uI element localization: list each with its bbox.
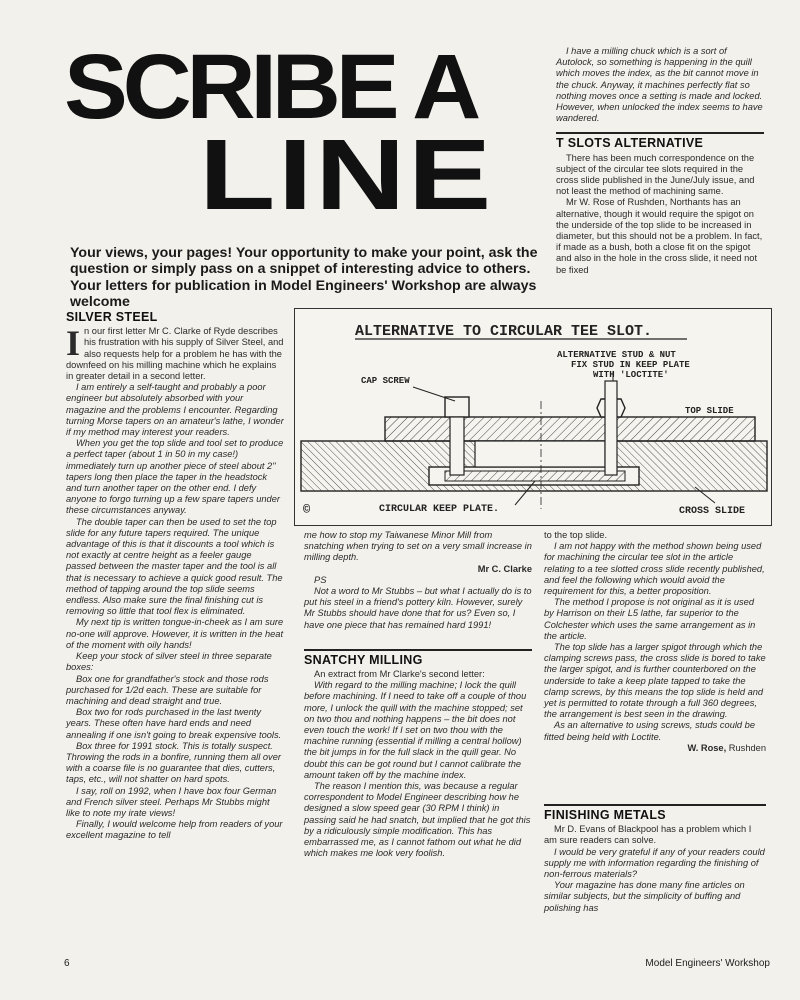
magazine-name: Model Engineers' Workshop [645, 958, 770, 969]
silver-steel-paragraph-2: I am entirely a self-taught and probably a poor engineer but absolutely absorbed with your magazine and the problems I encounter. Regarding turning Morse tapers on an amateur's lathe, I wonder if my method may interest your readers. [66, 382, 284, 438]
snatchy-intro: An extract from Mr Clarke's second letter: [314, 669, 485, 680]
page-number: 6 [64, 958, 70, 969]
label-stud-3: WITH 'LOCTITE' [593, 370, 669, 380]
silver-steel-paragraph-3: When you get the top slide and tool set to produce a perfect taper (about 1 in 50 in my case!) immediately turn up another piece of steel about 2" tapers long then place the taper in the headstock and turn another taper on the other end. I defy anyone to forgo turning up a few spare tapers under these circumstances anyway. [66, 438, 284, 516]
label-stud-2: FIX STUD IN KEEP PLATE [571, 360, 690, 370]
finishing-paragraph-2: I would be very grateful if any of your readers could supply me with information regarding the finishing of non-ferrous materials? [544, 846, 765, 880]
rose-paragraph-4: As an alternative to using screws, studs could be fitted being held with Loctite. [544, 720, 756, 742]
label-top-slide: TOP SLIDE [685, 406, 734, 416]
drop-cap: I [66, 323, 81, 364]
clarke-signature: Mr C. Clarke [477, 563, 532, 574]
silver-steel-paragraph-7: Box one for grandfather's stock and those rods purchased for 1/2d each. These are suitable for machining and dead straight and true. [66, 673, 269, 706]
silver-steel-heading: SILVER STEEL [66, 310, 158, 324]
copyright-mark: © [303, 503, 311, 517]
label-stud-1: ALTERNATIVE STUD & NUT [557, 350, 676, 360]
headline [64, 36, 544, 231]
finishing-paragraph-1: Mr D. Evans of Blackpool has a problem which I am sure readers can solve. [544, 824, 752, 846]
rose-continuation: to the top slide. [544, 530, 608, 540]
ps-label: PS [314, 574, 327, 585]
label-cap-screw: CAP SCREW [361, 376, 410, 386]
rose-paragraph-3: The top slide has a larger spigot through which the clamping screws pass, the cross slide is bored to take the larger spigot, and is further counterbored on the underside to take a keep plate tapped to take the clamp screws, by this means the top slide is held and yet is permitted to rotate through a full 360 degrees, the arrangement is best seen in the drawing. [544, 642, 766, 720]
rose-paragraph-2: The method I propose is not original as it is used by Harrison on their L5 lathe, far superior to the Colchester which uses the same arrangement as in the article. [544, 597, 756, 641]
label-cross-slide: CROSS SLIDE [679, 506, 746, 517]
rose-paragraph-1: I am not happy with the method shown being used for machining the circular tee slot in the article relating to a tee slotted cross slide recently published, and feel the following which would avoid the requirement for this, a better proposition. [544, 541, 765, 597]
snatchy-milling-heading: SNATCHY MILLING [304, 649, 532, 666]
intro-standfirst: Your views, your pages! Your opportunity to make your point, ask the question or simply pass on a snippet of interesting advice to others. Your letters for publication in Model Engineers' Workshop are always welcome [70, 245, 538, 311]
t-slots-heading: T SLOTS ALTERNATIVE [556, 132, 764, 149]
right-bottom-column [544, 530, 766, 914]
finishing-paragraph-3: Your magazine has done many fine articles on similar subjects, but the simplicity of buffing and polishing has [544, 880, 745, 913]
silver-steel-paragraph-5: My next tip is written tongue-in-cheek as I am sure no-one will approve. However, it is written in the heat of the moment with oily hands! [66, 617, 284, 650]
silver-steel-paragraph-9: Box three for 1991 stock. This is totally suspect. Throwing the rods in a bonfire, running them all over with a coarse file is no guarantee that dies, cutters, taps, etc., will not shatter on hard spots. [66, 740, 281, 785]
diagram-title: ALTERNATIVE TO CIRCULAR TEE SLOT. [355, 323, 653, 340]
middle-column [304, 530, 532, 859]
tee-slot-diagram [294, 308, 772, 526]
ps-paragraph: Not a word to Mr Stubbs – but what I actually do is to put his steel in a friend's pottery kiln. However, surely Mr Stubbs should have done that for us? Even so, I have one piece that has remained hard 1991! [304, 586, 532, 630]
t-slots-paragraph-2: Mr W. Rose of Rushden, Northants has an alternative, though it would require the spigot on the underside of the top slide to be increased in diameter, but this should not be a problem. In fact, if made as a bush, both a close fit on the spigot and also in the hole in the cross slide, it need not be fixed [556, 197, 763, 275]
silver-steel-paragraph-11: Finally, I would welcome help from readers of your excellent magazine to tell [66, 819, 283, 841]
label-keep-plate: CIRCULAR KEEP PLATE. [379, 504, 500, 515]
t-slots-paragraph-1: There has been much correspondence on the subject of the circular tee slots required in the cross slide published in the June/July issue, and not least the method of machining same. [556, 152, 755, 197]
headline-line-2: LINE [199, 119, 494, 231]
rose-signature: W. Rose, Rushden [687, 742, 766, 753]
clarke-continuation: me how to stop my Taiwanese Minor Mill from snatching when trying to set on a very small increase in milling depth. [304, 530, 532, 563]
snatchy-paragraph-2: The reason I mention this, was because a regular correspondent to Model Engineer describing how he designed a slow speed gear (30 RPM I think) in passing said he had snatch, but implied that he got this by a ridiculously simple modification. This has embarrassed me, as I cannot fathom out what he did which makes me look very foolish. [304, 781, 531, 859]
silver-steel-paragraph-6: Keep your stock of silver steel in three separate boxes: [66, 651, 272, 673]
tee-slot-drawing [295, 309, 773, 527]
finishing-metals-heading: FINISHING METALS [544, 804, 766, 821]
quote-paragraph: I have a milling chuck which is a sort of Autolock, so something is happening in the quill which moves the index, as the bit cannot move in the chuck. Anyway, it machines perfectly flat so nothing moves once a setting is made and locked. However, when unlocked the index seems to have wandered. [556, 46, 763, 124]
headline-line-1: SCRIBE A [64, 36, 477, 138]
silver-steel-paragraph-4: The double taper can then be used to set the top slide for any future tapers required. The unique advantage of this is that it discounts a tool which is not exactly at centre height as a feeler gauge passed between the master taper and the tool is all that is necessary to achieve a quick good result. The method of tapping around the top slide seems endless. Also make sure the final finishing cut is removing so little that tool flex is eliminated. [66, 516, 283, 617]
silver-steel-paragraph-8: Box two for rods purchased in the last twenty years. These often have hard ends and need annealing if one isn't going to break expensive tools. [66, 707, 282, 740]
left-column [66, 312, 284, 842]
snatchy-paragraph-1: With regard to the milling machine; I lock the quill before machining. If I need to take off a couple of thou more, I unlock the quill with the machine stopped; set on two thou and nothing happens – the bit does not even touch the work! If I set on two thou with the machine running (essential if milling a central hollow) the bit jumps in for the full slack in the quill gear. No doubt this can be got round but I cannot calibrate the amount taken off by the machine index. [304, 680, 527, 780]
right-top-column [556, 46, 764, 276]
silver-steel-intro: In our first letter Mr C. Clarke of Ryde describes his frustration with his supply of Silver Steel, and also requests help for a problem he has with the downfeed on his milling machine which he explains in greater detail in a second letter. [66, 323, 284, 382]
silver-steel-paragraph-10: I say, roll on 1992, when I have box four German and French silver steel. Perhaps Mr Stubbs might like to note my irate views! [66, 785, 277, 818]
